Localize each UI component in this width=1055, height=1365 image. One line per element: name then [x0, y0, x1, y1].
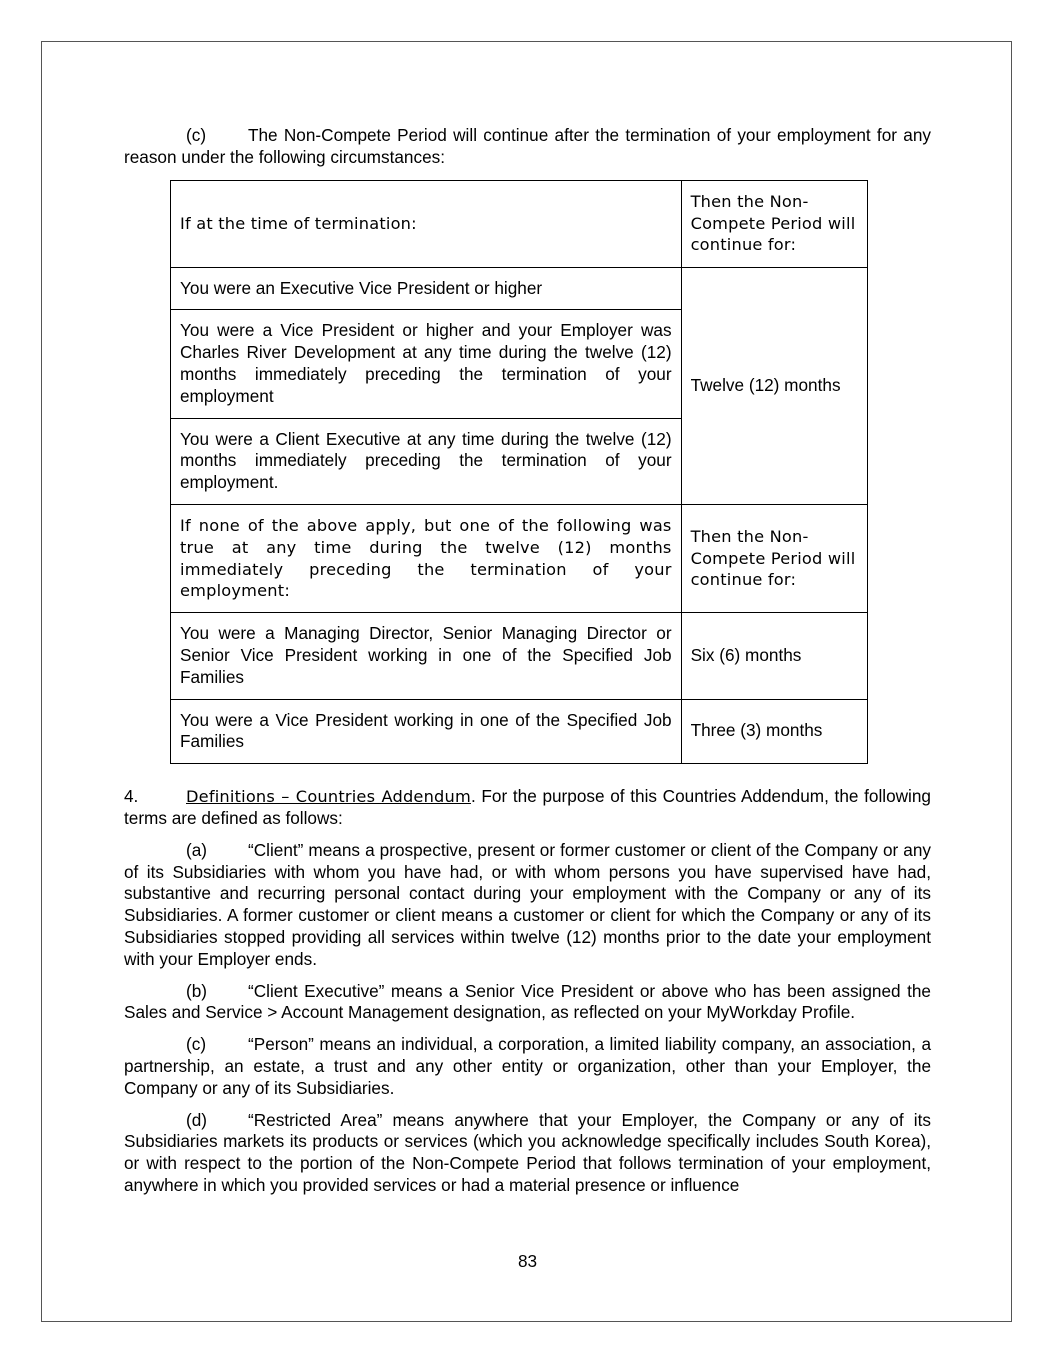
section-c-paragraph: [124, 125, 931, 169]
table-cell-vp: You were a Vice President working in one of the Specified Job Families: [171, 699, 682, 764]
table-subheader-right: Then the Non-Compete Period will continue for:: [681, 504, 867, 612]
table-cell-three-months: Three (3) months: [681, 699, 867, 764]
definition-b: [124, 981, 931, 1025]
document-body: [124, 125, 931, 1197]
table-row: [171, 699, 868, 764]
section-c-label: (c): [186, 125, 207, 145]
section-4-paragraph: [124, 786, 931, 830]
table-cell-evp: You were an Executive Vice President or higher: [171, 267, 682, 310]
definition-b-text: “Client Executive” means a Senior Vice President or above who has been assigned the Sales and Service > Account Management designation, as reflected on your MyWorkday Profile.: [124, 980, 931, 1023]
table-header-row: [171, 180, 868, 267]
definition-b-label: (b): [186, 980, 208, 1001]
definition-a-text: “Client” means a prospective, present or former customer or client of the Company or any of its Subsidiaries with whom you have had, or with whom persons you have supervised have had, substantive and recurring personal contact during your employment with the Company or any of its Subsidiaries. A former customer or client means a customer or client for which the Company or any of its Subsidiaries stopped providing all services within twelve (12) months prior to the date your employment with your Employer ends.: [124, 839, 931, 969]
table-subheader-left: If none of the above apply, but one of the following was true at any time during the twelve (12) months immediately preceding the termination of your employment:: [171, 504, 682, 612]
table-row: [171, 267, 868, 310]
table-row: [171, 613, 868, 699]
definition-a: [124, 840, 931, 971]
definition-c: [124, 1034, 931, 1099]
definition-d-label: (d): [186, 1109, 208, 1130]
table-header-right: Then the Non-Compete Period will continue for:: [681, 180, 867, 267]
section-4-number: 4.: [124, 786, 139, 807]
definition-d: [124, 1110, 931, 1197]
section-4-intro: . For the purpose of this Countries Addendum, the following terms are defined as follows:: [124, 786, 931, 828]
section-c-text: The Non-Compete Period will continue after the termination of your employment for any reason under the following circumstances:: [124, 125, 931, 167]
table-cell-md: You were a Managing Director, Senior Managing Director or Senior Vice President working in one of the Specified Job Families: [171, 613, 682, 699]
definition-a-label: (a): [186, 839, 208, 860]
table-cell-six-months: Six (6) months: [681, 613, 867, 699]
definition-d-text: “Restricted Area” means anywhere that your Employer, the Company or any of its Subsidiaries markets its products or services (which you acknowledge specifically includes South Korea), or with respect to the portion of the Non-Compete Period that follows termination of your employment, anywhere in which you provided services or had a material presence or influence: [124, 1109, 931, 1195]
table-subheader-row: [171, 504, 868, 612]
definition-c-label: (c): [186, 1034, 207, 1055]
table-cell-vp-crd: You were a Vice President or higher and your Employer was Charles River Development at any time during the twelve (12) months immediately preceding the termination of your employment: [171, 310, 682, 418]
table-header-left: If at the time of termination:: [171, 180, 682, 267]
non-compete-table: [170, 180, 868, 765]
table-cell-client-exec: You were a Client Executive at any time during the twelve (12) months immediately preceding the termination of your employment.: [171, 418, 682, 504]
table-cell-twelve-months: Twelve (12) months: [681, 267, 867, 504]
definition-c-text: “Person” means an individual, a corporation, a limited liability company, an association, a partnership, an estate, a trust and any other entity or organization, other than your Employer, the Company or any of its Subsidiaries.: [124, 1034, 931, 1098]
page-number: 83: [517, 1251, 538, 1271]
section-4-heading: Definitions – Countries Addendum: [186, 787, 471, 807]
